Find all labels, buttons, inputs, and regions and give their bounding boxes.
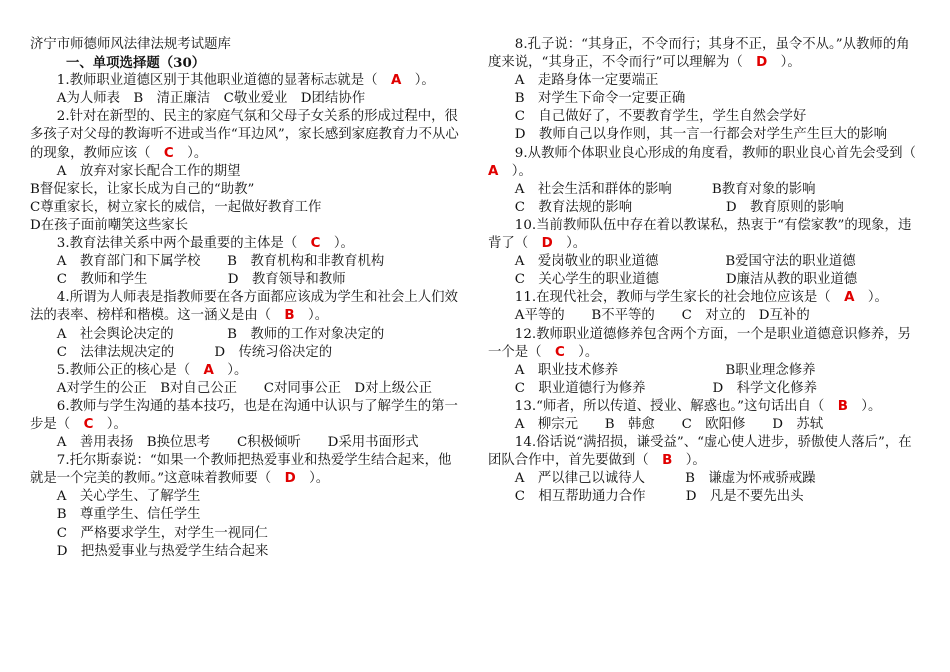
question-12: 12.教师职业道德修养包含两个方面，一个是职业道德意识修养，另一个是（ C ）。 — [488, 326, 912, 360]
answer-mark: C — [554, 344, 565, 360]
option-a: A 关心学生、了解学生 — [56, 489, 201, 505]
options-ab: A 社会生活和群体的影响 B教育对象的影响 — [514, 181, 816, 197]
question-5: 5.教师公正的核心是（ A ）。 — [56, 362, 248, 378]
question-14: 14.俗话说“满招损，谦受益”、“虚心使人进步，骄傲使人落后”，在团队合作中，首先要做到（ B ）。 — [488, 435, 912, 469]
options-cd: C 教师和学生 D 教育领导和教师 — [56, 272, 346, 288]
options-ab: A 职业技术修养 B职业理念修养 — [514, 362, 816, 378]
left-column — [30, 36, 463, 561]
option-d: D在孩子面前嘲笑这些家长 — [30, 217, 189, 233]
options: A平等的 B不平等的 C 对立的 D互补的 — [514, 308, 810, 324]
options: A为人师表 B 清正廉洁 C敬业爱业 D团结协作 — [56, 91, 366, 107]
question-8: 8.孔子说：“其身正，不令而行；其身不正，虽令不从。”从教师的角度来说，“其身正，不令而行”可以理解为（ D ）。 — [488, 37, 910, 71]
question-10: 10.当前教师队伍中存在着以教谋私，热衷于“有偿家教”的现象，违背了（ D ）。 — [488, 217, 912, 252]
answer-mark: B — [662, 453, 673, 469]
document-title: 济宁市师德师风法律法规考试题库 — [30, 37, 231, 52]
options-ab: A 爱岗敬业的职业道德 B爱国守法的职业道德 — [514, 254, 856, 270]
right-column — [488, 36, 918, 506]
option-b: B督促家长，让家长成为自己的“助教” — [30, 181, 255, 197]
question-1: 1.教师职业道德区别于其他职业道德的显著标志就是（ A ）。 — [56, 73, 435, 89]
question-3: 3.教育法律关系中两个最重要的主体是（ C ）。 — [56, 236, 354, 252]
answer-mark: C — [83, 416, 94, 432]
option-d: D 教师自己以身作则，其一言一行都会对学生产生巨大的影响 — [514, 127, 888, 143]
options: A对学生的公正 B对自己公正 C对同事公正 D对上级公正 — [56, 380, 433, 396]
answer-mark: A — [488, 163, 499, 179]
section-heading: 一、单项选择题（30） — [66, 55, 206, 72]
options-cd: C 相互帮助通力合作 D 凡是不要先出头 — [514, 489, 804, 505]
option-b: B 尊重学生、信任学生 — [56, 507, 201, 523]
answer-mark: D — [284, 471, 296, 487]
answer-mark: D — [541, 236, 553, 252]
answer-mark: A — [203, 362, 214, 378]
option-a: A 走路身体一定要端正 — [514, 73, 659, 89]
question-9: 9.从教师个体职业良心形成的角度看，教师的职业良心首先会受到（ A ）。 — [488, 145, 916, 179]
option-c: C 严格要求学生，对学生一视同仁 — [56, 525, 268, 541]
option-c: C 自己做好了，不要教育学生，学生自然会学好 — [514, 109, 807, 125]
question-7: 7.托尔斯泰说：“如果一个教师把热爱事业和热爱学生结合起来，他就是一个完美的教师。”这意味着教师要（ D ）。 — [30, 453, 452, 487]
options-ab: A 社会舆论决定的 B 教师的工作对象决定的 — [56, 326, 385, 342]
question-6: 6.教师与学生沟通的基本技巧，也是在沟通中认识与了解学生的第一步是（ C ）。 — [30, 398, 458, 432]
answer-mark: C — [163, 145, 174, 161]
answer-mark: C — [310, 236, 321, 252]
question-2: 2.针对在新型的、民主的家庭气氛和父母子女关系的形成过程中，很多孩子对父母的教诲听不进或当作“耳边风”，家长感到家庭教育力不从心的现象，教师应该（ C ）。 — [30, 109, 459, 161]
question-13: 13.“师者，所以传道、授业、解惑也。”这句话出自（ B ）。 — [514, 398, 882, 414]
options: A 柳宗元 B 韩愈 C 欧阳修 D 苏轼 — [514, 416, 824, 432]
answer-mark: A — [844, 290, 855, 306]
option-d: D 把热爱事业与热爱学生结合起来 — [56, 543, 269, 559]
question-11: 11.在现代社会，教师与学生家长的社会地位应该是（ A ）。 — [514, 290, 888, 306]
options: A 善用表扬 B换位思考 C积极倾听 D采用书面形式 — [56, 435, 419, 451]
answer-mark: B — [837, 398, 848, 414]
option-b: B 对学生下命令一定要正确 — [514, 91, 686, 107]
answer-mark: A — [390, 73, 402, 89]
options-cd: C 关心学生的职业道德 D廉洁从教的职业道德 — [514, 272, 858, 288]
option-c: C尊重家长，树立家长的威信，一起做好教育工作 — [30, 199, 322, 215]
options-ab: A 教育部门和下属学校 B 教育机构和非教育机构 — [56, 254, 385, 270]
option-a: A 放弃对家长配合工作的期望 — [56, 163, 241, 179]
options-cd: C 职业道德行为修养 D 科学文化修养 — [514, 380, 817, 396]
options-ab: A 严以律己以诚待人 B 谦虚为怀戒骄戒躁 — [514, 471, 816, 487]
options-cd: C 法律法规决定的 D 传统习俗决定的 — [56, 344, 333, 360]
options-cd: C 教育法规的影响 D 教育原则的影响 — [514, 199, 844, 215]
answer-mark: D — [756, 55, 768, 71]
answer-mark: B — [284, 308, 295, 324]
question-4: 4.所谓为人师表是指教师要在各方面都应该成为学生和社会上人们效法的表率、榜样和楷模。这一涵义是由（ B ）。 — [30, 290, 458, 324]
